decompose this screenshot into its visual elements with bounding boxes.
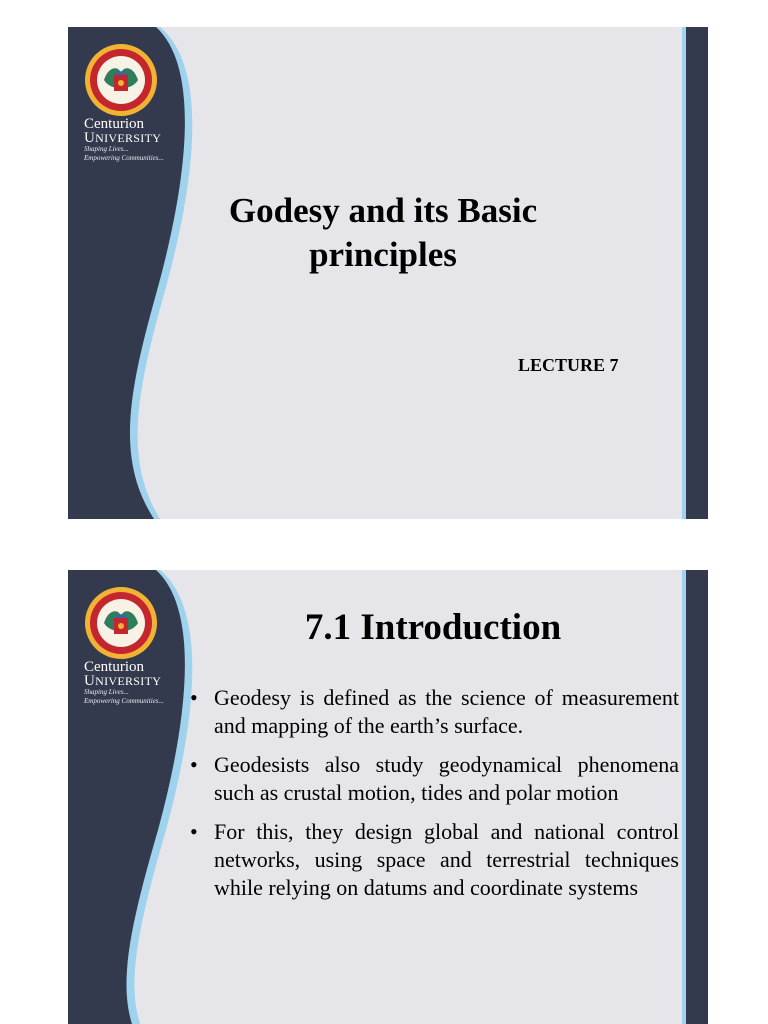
right-edge-bar bbox=[686, 570, 708, 1024]
bullet-item: • Geodesy is defined as the science of measurement and mapping of the earth’s surface. bbox=[190, 685, 679, 738]
bullet-list bbox=[190, 684, 679, 913]
slide-title-text bbox=[188, 189, 578, 277]
slide-heading: 7.1 Introduction bbox=[304, 607, 562, 648]
bullet-item: • Geodesists also study geodynamical phenomena such as crustal motion, tides and polar motion bbox=[190, 752, 679, 805]
university-seal-icon bbox=[84, 43, 158, 117]
bullet-marker: • bbox=[190, 685, 198, 710]
brand-tagline-2: Empowering Communities... bbox=[84, 697, 164, 705]
brand-tagline-1: Shaping Lives... bbox=[84, 688, 129, 696]
university-brand bbox=[84, 660, 164, 706]
university-seal-icon bbox=[84, 586, 158, 660]
slide-title bbox=[68, 27, 708, 519]
brand-name: Centurion bbox=[84, 659, 144, 675]
title-line-1: Godesy and its Basic bbox=[228, 191, 538, 230]
brand-tagline-2: Empowering Communities... bbox=[84, 154, 164, 162]
brand-tagline-1: Shaping Lives... bbox=[84, 145, 129, 153]
university-brand bbox=[84, 117, 164, 163]
brand-university: UNIVERSITY bbox=[84, 130, 162, 146]
brand-name: Centurion bbox=[84, 116, 144, 132]
bullet-item: • For this, they design global and national control networks, using space and terrestrial techniques while relying on datums and coordinate systems bbox=[190, 819, 679, 900]
bullet-marker: • bbox=[190, 819, 198, 844]
lecture-label: LECTURE 7 bbox=[518, 355, 619, 375]
brand-university: UNIVERSITY bbox=[84, 673, 162, 689]
bullet-marker: • bbox=[190, 752, 198, 777]
right-edge-bar bbox=[686, 27, 708, 519]
slide-introduction bbox=[68, 570, 708, 1024]
title-line-2: principles bbox=[309, 235, 457, 274]
